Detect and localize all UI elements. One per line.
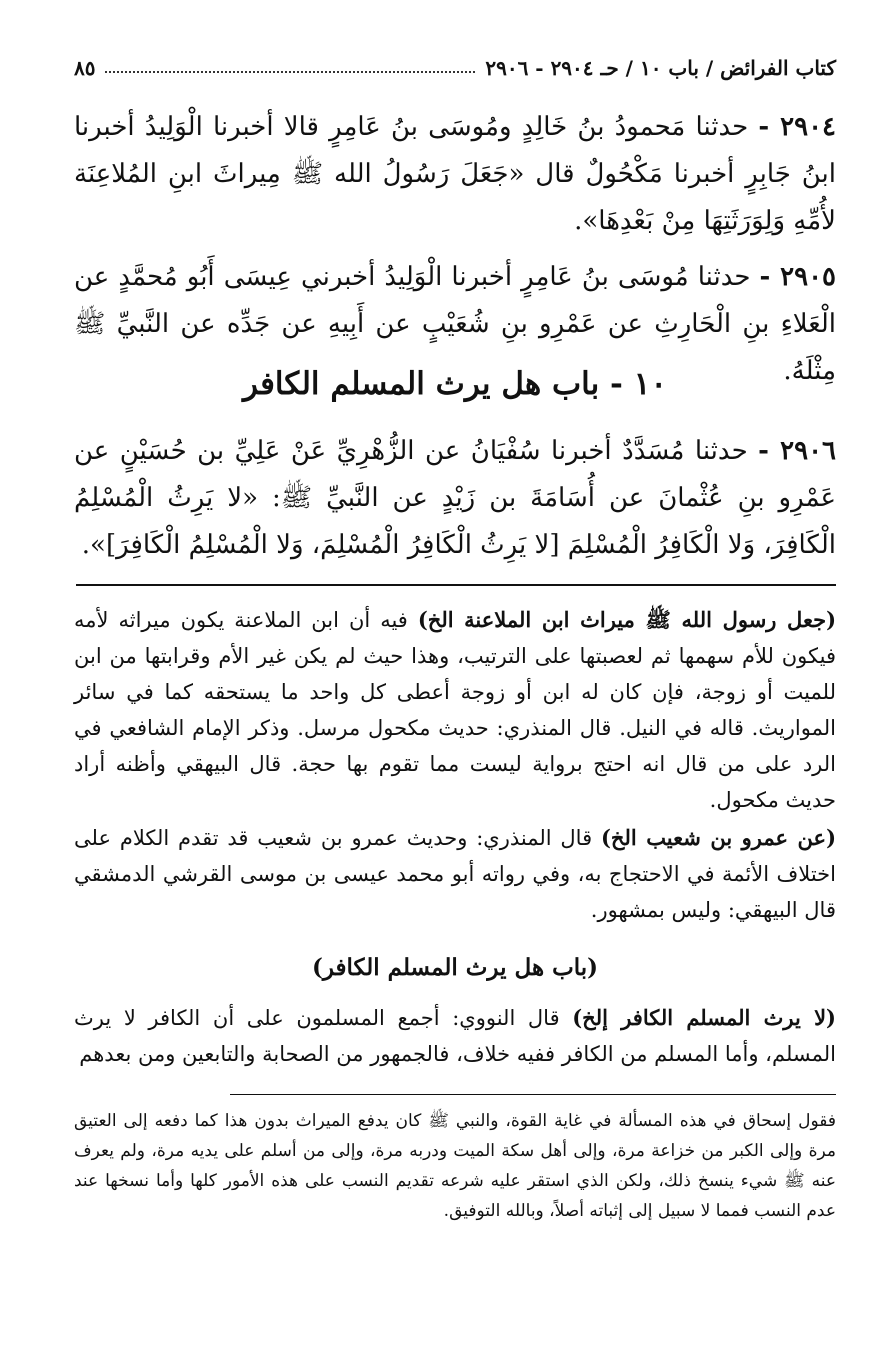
commentary-text: قال النووي: أجمع المسلمون على أن الكافر لا يرث المسلم، وأما المسلم من الكافر ففيه خلاف، فالجمهور من الصحابة والتابعين ومن بعدهم [74, 1006, 836, 1066]
hadith-2906 [74, 428, 836, 569]
text-commentary-divider [76, 584, 836, 586]
running-header [74, 46, 836, 80]
hadith-text: حدثنا مُسَدَّدٌ أخبرنا سُفْيَانُ عن الزُّهْرِيِّ عَنْ عَلِيِّ بن حُسَيْنٍ عن عَمْرِو بنِ عُثْمانَ عن أُسَامَةَ بن زَيْدٍ عن النَّبيِّ ﷺ: «لا يَرِثُ الْمُسْلِمُ الْكَافِرَ، وَلا الْكَافِرُ الْمُسْلِمَ [لا يَرِثُ الْكَافِرُ الْمُسْلِمَ، وَلا الْمُسْلِمُ الْكَافِرَ]». [74, 436, 836, 560]
hadith-number: ٢٩٠٥ - [759, 262, 837, 292]
page-number: ٨٥ [74, 56, 96, 80]
header-dot-leader [105, 71, 475, 73]
commentary-lemma: (لا يرث المسلم الكافر إلخ) [572, 1005, 836, 1030]
footnote-divider [230, 1094, 836, 1095]
commentary-chapter-heading: (باب هل يرث المسلم الكافر) [311, 954, 599, 981]
footnote: فقول إسحاق في هذه المسألة في غاية القوة، والنبي ﷺ كان يدفع الميراث بدون هذا كما دفعه إلى العتيق مرة وإلى الكبر من خزاعة مرة، وإلى أهل سكة الميت ودربه مرة، وإلى من أسلم على يديه مرة، ولم يعرف عنه ﷺ شيء ينسخ ذلك، ولكن الذي استقر عليه شرعه تقديم النسب على هذه الأمور كلها وأما نسخها عند عدم النسب فمما لا سبيل إلى إثباته أصلاً، وبالله التوفيق. [74, 1111, 836, 1221]
commentary-paragraph-2 [74, 820, 836, 928]
chapter-heading: ١٠ - باب هل يرث المسلم الكافر [242, 366, 667, 402]
header-title: كتاب الفرائض / باب ١٠ / حـ ٢٩٠٤ - ٢٩٠٦ [485, 56, 836, 80]
hadith-text: حدثنا مُوسَى بنُ عَامِرٍ أخبرنا الْوَلِيدُ أخبرني عِيسَى أَبُو مُحمَّدٍ عن الْعَلاءِ بنِ الْحَارِثِ عن عَمْرِو بنِ شُعَيْبٍ عن أَبِيهِ عن جَدِّه عن النَّبيِّ ﷺ مِثْلَهُ. [74, 262, 836, 386]
hadith-number: ٢٩٠٦ - [758, 436, 837, 466]
hadith-text: حدثنا مَحمودُ بنُ خَالِدٍ ومُوسَى بنُ عَامِرٍ قالا أخبرنا الْوَلِيدُ أخبرنا ابنُ جَابِرٍ أخبرنا مَكْحُولٌ قال «جَعَلَ رَسُولُ الله ﷺ مِيراثَ ابنِ المُلاعِنَة لأُمِّهِ وَلِوَرَثَتِهَا مِنْ بَعْدِهَا». [74, 112, 836, 236]
commentary-text: قال المنذري: وحديث عمرو بن شعيب قد تقدم الكلام على اختلاف الأئمة في الاحتجاج به، وفي رواته أبو محمد عيسى بن موسى القرشي الدمشقي قال البيهقي: وليس بمشهور. [74, 826, 836, 922]
hadith-2904 [74, 104, 836, 245]
commentary-text: فيه أن ابن الملاعنة يكون ميراثه لأمه فيكون للأم سهمها ثم لعصبتها على الترتيب، وهذا حيث لم يكن غير الأم وقرابتها من ابن للميت أو زوجة، فإن كان له ابن أو زوجة أعطى كل واحد ما يستحقه كما في سائر المواريث. قاله في النيل. قال المنذري: حديث مكحول مرسل. وذكر الإمام الشافعي في الرد على من قال انه احتج برواية ليست مما تقوم بها حجة. قال البيهقي وأظنه أراد حديث مكحول. [74, 608, 836, 812]
commentary-paragraph-1 [74, 602, 836, 818]
commentary-paragraph-3 [74, 1000, 836, 1072]
hadith-number: ٢٩٠٤ - [758, 112, 837, 142]
commentary-lemma: (عن عمرو بن شعيب الخ) [600, 825, 837, 850]
commentary-lemma: (جعل رسول الله ﷺ ميراث ابن الملاعنة الخ) [417, 607, 837, 632]
